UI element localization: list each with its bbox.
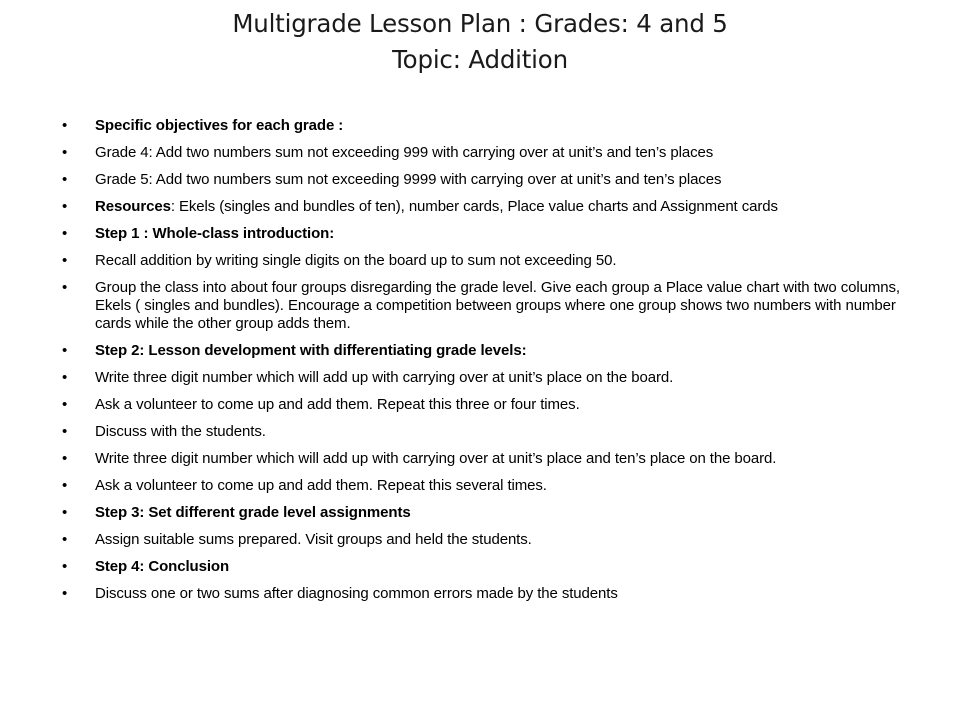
bullet-icon: • [62,450,68,467]
slide-title-line-1: Multigrade Lesson Plan : Grades: 4 and 5 [232,9,728,38]
bullet-icon: • [62,585,68,602]
bullet-text: Write three digit number which will add up with carrying over at unit’s place and ten’s place on the board. [95,450,777,467]
bullet-discuss-students [62,423,912,441]
bullet-text: Recall addition by writing single digits on the board up to sum not exceeding 50. [95,252,617,269]
bullet-text: Group the class into about four groups disregarding the grade level. Give each group a Place value chart with two columns, Ekels ( singles and bundles). Encourage a competition between groups where one group shows two numbers with number cards while the other group adds them. [95,279,900,332]
bullet-resources [62,198,912,216]
bullet-step-4-heading [62,558,912,576]
bullet-icon: • [62,423,68,440]
bullet-icon: • [62,477,68,494]
bullet-text: Step 3: Set different grade level assignments [95,504,411,521]
slide-title [0,6,960,78]
bullet-text: : Ekels (singles and bundles of ten), number cards, Place value charts and Assignment cards [170,198,778,215]
bullet-icon: • [62,117,68,134]
bullet-icon: • [62,279,68,296]
bullet-icon: • [62,171,68,188]
bullet-objectives-heading [62,117,912,135]
bullet-recall-addition [62,252,912,270]
bullet-group-class [62,279,912,333]
bullet-text: Grade 4: Add two numbers sum not exceeding 999 with carrying over at unit’s and ten’s places [95,144,714,161]
bullet-icon: • [62,504,68,521]
bullet-icon: • [62,558,68,575]
bullet-text: Write three digit number which will add up with carrying over at unit’s place on the board. [95,369,674,386]
bullet-volunteer-repeat-3-4 [62,396,912,414]
bullet-text: Specific objectives for each grade : [95,117,344,134]
bullet-lead: Resources [95,198,171,215]
bullet-text: Discuss one or two sums after diagnosing common errors made by the students [95,585,618,602]
bullet-text: Step 1 : Whole-class introduction: [95,225,335,242]
bullet-write-units-tens-carry [62,450,912,468]
bullet-list [62,117,912,612]
bullet-icon: • [62,252,68,269]
bullet-text: Step 4: Conclusion [95,558,230,575]
bullet-text: Ask a volunteer to come up and add them. Repeat this three or four times. [95,396,580,413]
bullet-write-units-carry [62,369,912,387]
bullet-discuss-errors [62,585,912,603]
bullet-text: Ask a volunteer to come up and add them. Repeat this several times. [95,477,547,494]
bullet-grade-5-objective [62,171,912,189]
bullet-icon: • [62,144,68,161]
bullet-assign-sums [62,531,912,549]
bullet-text: Step 2: Lesson development with differentiating grade levels: [95,342,527,359]
bullet-volunteer-repeat-several [62,477,912,495]
bullet-icon: • [62,396,68,413]
bullet-text: Grade 5: Add two numbers sum not exceeding 9999 with carrying over at unit’s and ten’s places [95,171,722,188]
bullet-text: Discuss with the students. [95,423,266,440]
bullet-text: Assign suitable sums prepared. Visit groups and held the students. [95,531,532,548]
bullet-icon: • [62,342,68,359]
bullet-grade-4-objective [62,144,912,162]
slide-title-line-2: Topic: Addition [392,45,568,74]
bullet-icon: • [62,531,68,548]
bullet-step-3-heading [62,504,912,522]
bullet-icon: • [62,198,68,215]
bullet-icon: • [62,369,68,386]
bullet-step-2-heading [62,342,912,360]
bullet-icon: • [62,225,68,242]
bullet-step-1-heading [62,225,912,243]
